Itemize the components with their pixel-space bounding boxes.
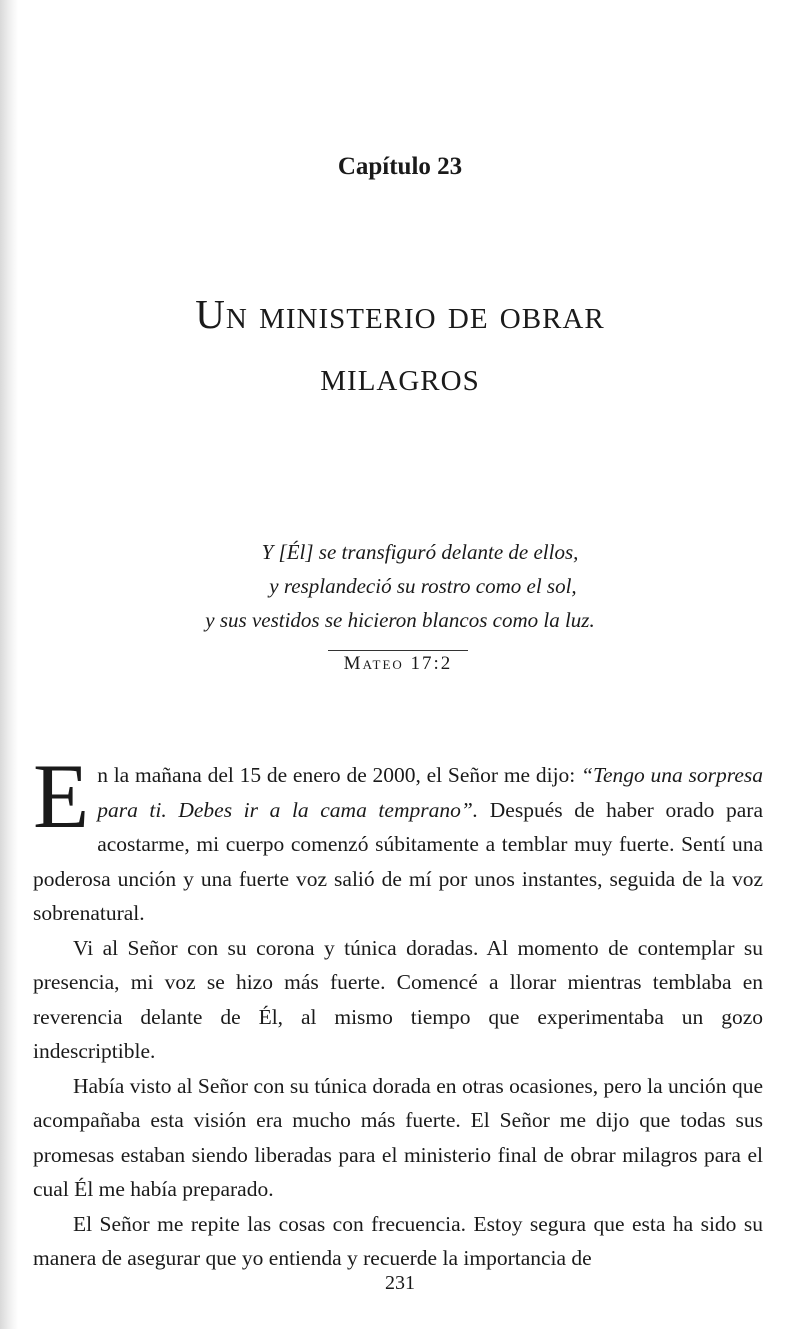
chapter-number: Capítulo 23 [337,153,463,180]
paragraph-3: Había visto al Señor con su túnica dorada en otras ocasiones, pero la unción que acompañaba esta visión era mucho más fuerte. El Señor me dijo que todas sus promesas estaban siendo liberadas para el ministerio final de obrar milagros para el cual Él me había preparado. [33,1073,763,1201]
page-binding-edge [0,0,18,1329]
body-text [33,745,763,1276]
chapter-title-line-1: Un ministerio de obrar [195,291,605,337]
paragraph-4: El Señor me repite las cosas con frecuencia. Estoy segura que esta ha sido su manera de asegurar que yo entienda y recuerde la importancia de [33,1211,763,1270]
drop-cap: E [33,745,90,847]
epigraph-citation: Mateo 17:2 [328,650,468,675]
epigraph-line-1: Y [Él] se transfiguró delante de ellos, [261,540,579,564]
page-number: 231 [385,1272,415,1294]
chapter-title-line-2: milagros [320,353,480,399]
paragraph-1-start: n la mañana del 15 de enero de 2000, el Señor me dijo: [97,763,582,787]
chapter-title [0,283,800,407]
epigraph-line-3: y sus vestidos se hicieron blancos como la luz. [205,608,595,632]
epigraph-line-2: y resplandeció su rostro como el sol, [269,574,577,598]
paragraph-1-end: Después de haber orado para acostarme, mi cuerpo comenzó súbitamente a temblar muy fuerte. Sentí una poderosa unción y una fuerte voz salió de mí por unos instantes, seguida de la voz sobrenatural. [33,797,763,925]
paragraph-1-quote: “Tengo una sorpresa para ti. Debes ir a la cama temprano”. [97,763,763,822]
epigraph [0,535,800,637]
paragraph-2: Vi al Señor con su corona y túnica doradas. Al momento de contemplar su presencia, mi voz se hizo más fuerte. Comencé a llorar mientras temblaba en reverencia delante de Él, al mismo tiempo que experimentaba un gozo indescriptible. [33,935,763,1063]
paragraph-1 [33,745,763,931]
